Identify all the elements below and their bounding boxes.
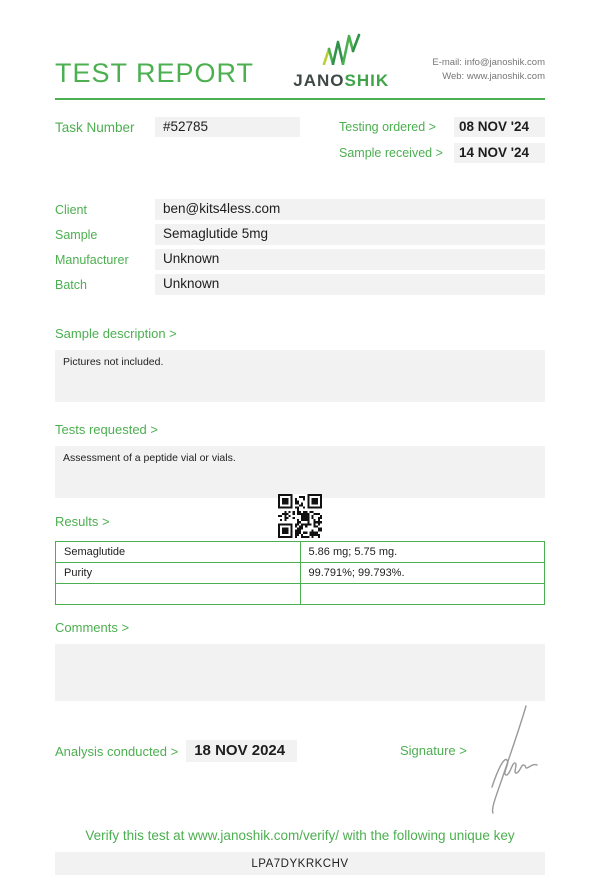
- result-name: Purity: [56, 563, 301, 584]
- testing-ordered-label: Testing ordered >: [339, 120, 436, 134]
- sample-row: [55, 224, 545, 245]
- results-heading: Results >: [55, 514, 110, 529]
- web-label: Web:: [442, 71, 465, 83]
- result-value: 99.791%; 99.793%.: [300, 563, 545, 584]
- tests-requested-text: Assessment of a peptide vial or vials.: [55, 446, 545, 498]
- sample-description-heading: Sample description >: [55, 326, 177, 341]
- page-title: TEST REPORT: [55, 58, 255, 88]
- manufacturer-row: [55, 249, 545, 270]
- task-number-row: [55, 117, 300, 137]
- report-header: [55, 33, 545, 89]
- task-number-value: #52785: [155, 117, 300, 137]
- growth-chart-icon: [320, 33, 362, 70]
- table-row: [56, 563, 545, 584]
- email-value: info@janoshik.com: [464, 56, 545, 68]
- batch-row: [55, 274, 545, 295]
- table-row: [56, 542, 545, 563]
- sample-description-section: [55, 326, 545, 402]
- logo-text-dark: JANO: [293, 71, 345, 90]
- header-divider: [55, 98, 545, 100]
- signature-icon: [480, 703, 542, 823]
- unique-key-value: LPA7DYKRKCHV: [55, 852, 545, 875]
- email-label: E-mail:: [432, 56, 462, 68]
- client-value: ben@kits4less.com: [155, 199, 545, 220]
- contact-email-row: [432, 56, 545, 71]
- manufacturer-value: Unknown: [155, 249, 545, 270]
- janoshik-logo: [293, 33, 389, 89]
- sample-value: Semaglutide 5mg: [155, 224, 545, 245]
- client-row: [55, 199, 545, 220]
- contact-info: [432, 56, 545, 89]
- sample-received-label: Sample received >: [339, 146, 443, 160]
- web-value: www.janoshik.com: [466, 71, 545, 83]
- client-label: Client: [55, 202, 87, 217]
- sample-label: Sample: [55, 227, 98, 242]
- comments-section: [55, 620, 545, 701]
- qr-code-icon: [278, 494, 322, 538]
- dates-group: [339, 117, 545, 163]
- signature-label: Signature >: [400, 743, 467, 758]
- table-row: [56, 584, 545, 605]
- result-value: [300, 584, 545, 605]
- task-section: [55, 117, 545, 163]
- result-name: [56, 584, 301, 605]
- task-number-label: Task Number: [55, 119, 135, 135]
- verify-text: Verify this test at www.janoshik.com/verify/ with the following unique key: [85, 828, 515, 843]
- result-name: Semaglutide: [56, 542, 301, 563]
- logo-text-green: SHIK: [344, 71, 390, 90]
- analysis-date-value: 18 NOV 2024: [186, 740, 297, 762]
- logo-wordmark: [293, 72, 389, 89]
- tests-requested-heading: Tests requested >: [55, 422, 158, 437]
- tests-requested-section: [55, 422, 545, 498]
- results-table: [55, 541, 545, 605]
- sample-received-value: 14 NOV '24: [454, 143, 545, 163]
- contact-web-row: [432, 70, 545, 85]
- sample-info-section: [55, 199, 545, 295]
- batch-label: Batch: [55, 277, 87, 292]
- comments-text: [55, 644, 545, 701]
- sample-description-text: Pictures not included.: [55, 350, 545, 402]
- manufacturer-label: Manufacturer: [55, 252, 129, 267]
- testing-ordered-value: 08 NOV '24: [454, 117, 545, 137]
- comments-heading: Comments >: [55, 620, 130, 635]
- sample-received-row: [339, 143, 545, 163]
- analysis-signature-row: [55, 740, 545, 762]
- batch-value: Unknown: [155, 274, 545, 295]
- analysis-conducted-label: Analysis conducted >: [55, 743, 179, 759]
- results-section: [55, 514, 545, 605]
- testing-ordered-row: [339, 117, 545, 137]
- result-value: 5.86 mg; 5.75 mg.: [300, 542, 545, 563]
